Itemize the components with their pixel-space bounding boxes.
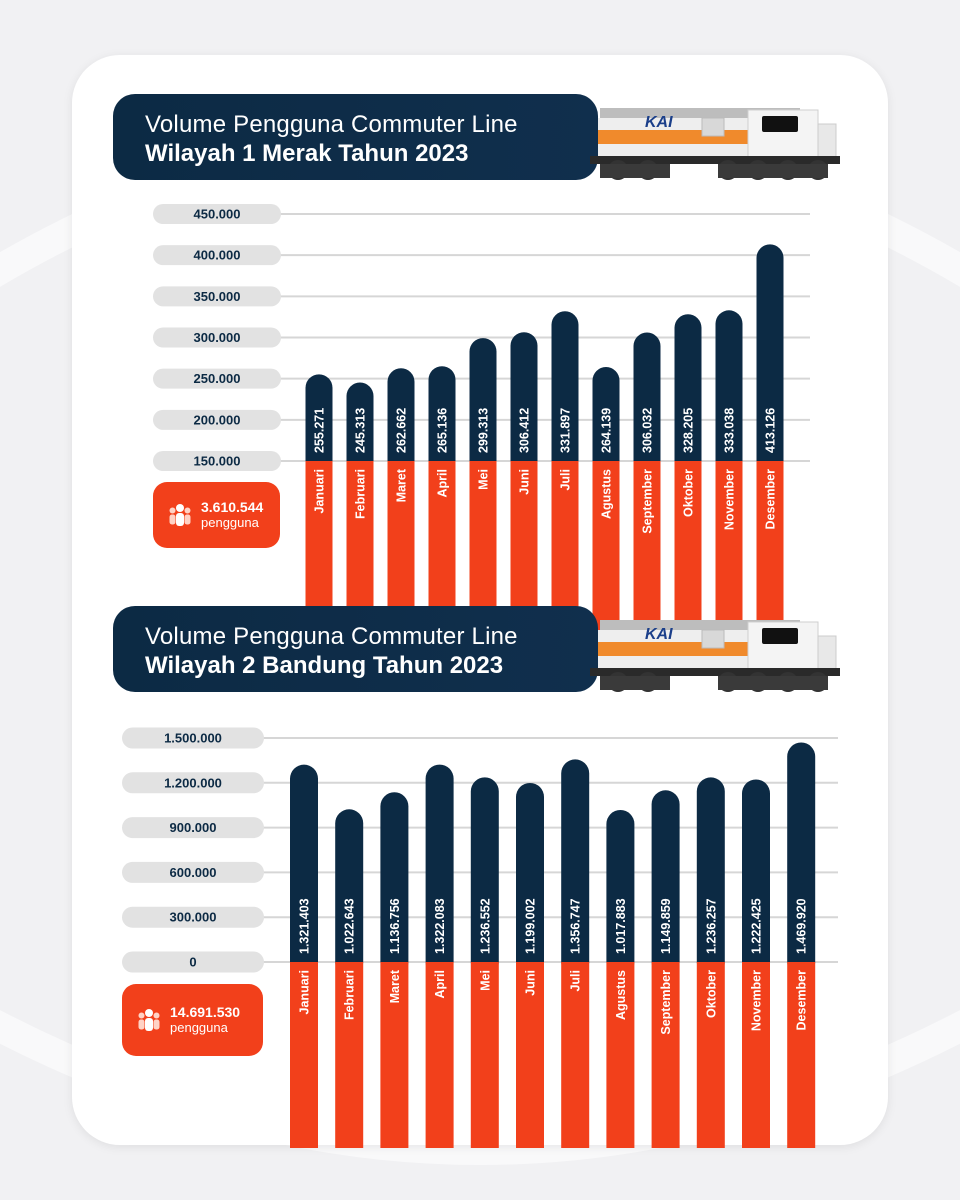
chart-title-line2: Wilayah 1 Merak Tahun 2023 (145, 140, 469, 167)
x-category-label: Juli (568, 970, 583, 992)
x-category-label: Agustus (613, 970, 628, 1020)
bar-value-label: 1.222.425 (749, 898, 764, 954)
x-category-label: Juni (523, 970, 538, 996)
x-category-label: November (722, 469, 737, 531)
bar-value-label: 1.017.883 (613, 898, 628, 954)
x-category-label: Januari (312, 469, 327, 514)
x-category-label: November (749, 970, 764, 1032)
total-value: 3.610.544 (201, 499, 264, 515)
y-tick-label: 400.000 (193, 247, 241, 263)
bar-value-label: 306.412 (517, 407, 532, 453)
bar-value-label: 255.271 (312, 407, 327, 453)
y-tick-label: 600.000 (169, 864, 217, 880)
bar-value-label: 1.022.643 (342, 898, 357, 954)
bar-value-label: 1.321.403 (297, 898, 312, 954)
chart-section-merak (0, 90, 960, 590)
x-category-label: Desember (794, 970, 809, 1031)
bar-value-label: 1.356.747 (568, 898, 583, 954)
y-tick-label: 1.500.000 (164, 730, 222, 746)
bar-value-label: 1.469.920 (794, 898, 809, 954)
x-category-label: Januari (297, 970, 312, 1015)
y-tick-label: 1.200.000 (164, 775, 222, 791)
y-tick-label: 0 (189, 954, 197, 970)
bar-value-label: 331.897 (558, 407, 573, 453)
y-tick-label: 450.000 (193, 206, 241, 222)
train-locomotive-icon (590, 94, 850, 184)
y-tick-label: 300.000 (169, 909, 217, 925)
bar-value-label: 333.038 (722, 407, 737, 453)
y-tick-label: 350.000 (193, 288, 241, 304)
chart-title-box (113, 94, 598, 180)
bar-chart-merak (0, 180, 960, 600)
x-category-label: Maret (387, 970, 402, 1004)
bar-value-label: 1.322.083 (433, 898, 448, 954)
svg-text:KAI: KAI (645, 626, 673, 643)
bar-value-label: 1.236.552 (478, 898, 493, 954)
bar-value-label: 1.136.756 (387, 898, 402, 954)
x-category-label: April (435, 469, 450, 498)
bar-value-label: 245.313 (353, 407, 368, 453)
bar-value-label: 265.136 (435, 407, 450, 453)
train-locomotive-icon (590, 606, 850, 696)
x-category-label: Maret (394, 469, 409, 503)
bar-value-label: 328.205 (681, 407, 696, 453)
people-group-icon (167, 502, 193, 528)
x-category-label: Juli (558, 469, 573, 491)
total-unit: pengguna (201, 515, 259, 530)
total-badge (153, 482, 280, 548)
total-badge (122, 984, 263, 1056)
x-category-label: Oktober (704, 970, 719, 1018)
y-tick-label: 300.000 (193, 330, 241, 345)
x-category-label: Februari (342, 970, 357, 1021)
x-category-label: September (659, 970, 674, 1035)
bar-value-label: 413.126 (763, 407, 778, 453)
bar-value-label: 1.236.257 (704, 898, 719, 954)
x-category-label: September (640, 469, 655, 534)
people-group-icon (136, 1007, 162, 1033)
x-category-label: Desember (763, 469, 778, 530)
y-tick-label: 250.000 (193, 371, 241, 387)
svg-text:KAI: KAI (645, 114, 673, 131)
x-category-label: April (433, 970, 448, 999)
bar-mei (470, 338, 497, 474)
bar-value-label: 264.139 (599, 407, 614, 453)
bar-value-label: 299.313 (476, 407, 491, 453)
chart-section-bandung (0, 602, 960, 1102)
x-category-label: Februari (353, 469, 368, 520)
x-category-label: Agustus (599, 469, 614, 519)
x-category-label: Mei (478, 970, 493, 991)
chart-title-line1: Volume Pengguna Commuter Line (145, 623, 518, 650)
total-unit: pengguna (170, 1020, 228, 1035)
y-tick-label: 900.000 (169, 820, 217, 836)
y-tick-label: 150.000 (193, 453, 241, 469)
total-value: 14.691.530 (170, 1004, 241, 1020)
y-tick-label: 200.000 (193, 412, 241, 428)
x-category-label: Oktober (681, 469, 696, 517)
bar-value-label: 1.199.002 (523, 898, 538, 954)
x-category-label: Mei (476, 469, 491, 490)
bar-value-label: 306.032 (640, 407, 655, 453)
bar-value-label: 262.662 (394, 407, 409, 453)
bar-value-label: 1.149.859 (659, 898, 674, 954)
x-category-label: Juni (517, 469, 532, 495)
chart-title-line2: Wilayah 2 Bandung Tahun 2023 (145, 652, 504, 679)
chart-title-box (113, 606, 598, 692)
chart-title-line1: Volume Pengguna Commuter Line (145, 111, 518, 138)
